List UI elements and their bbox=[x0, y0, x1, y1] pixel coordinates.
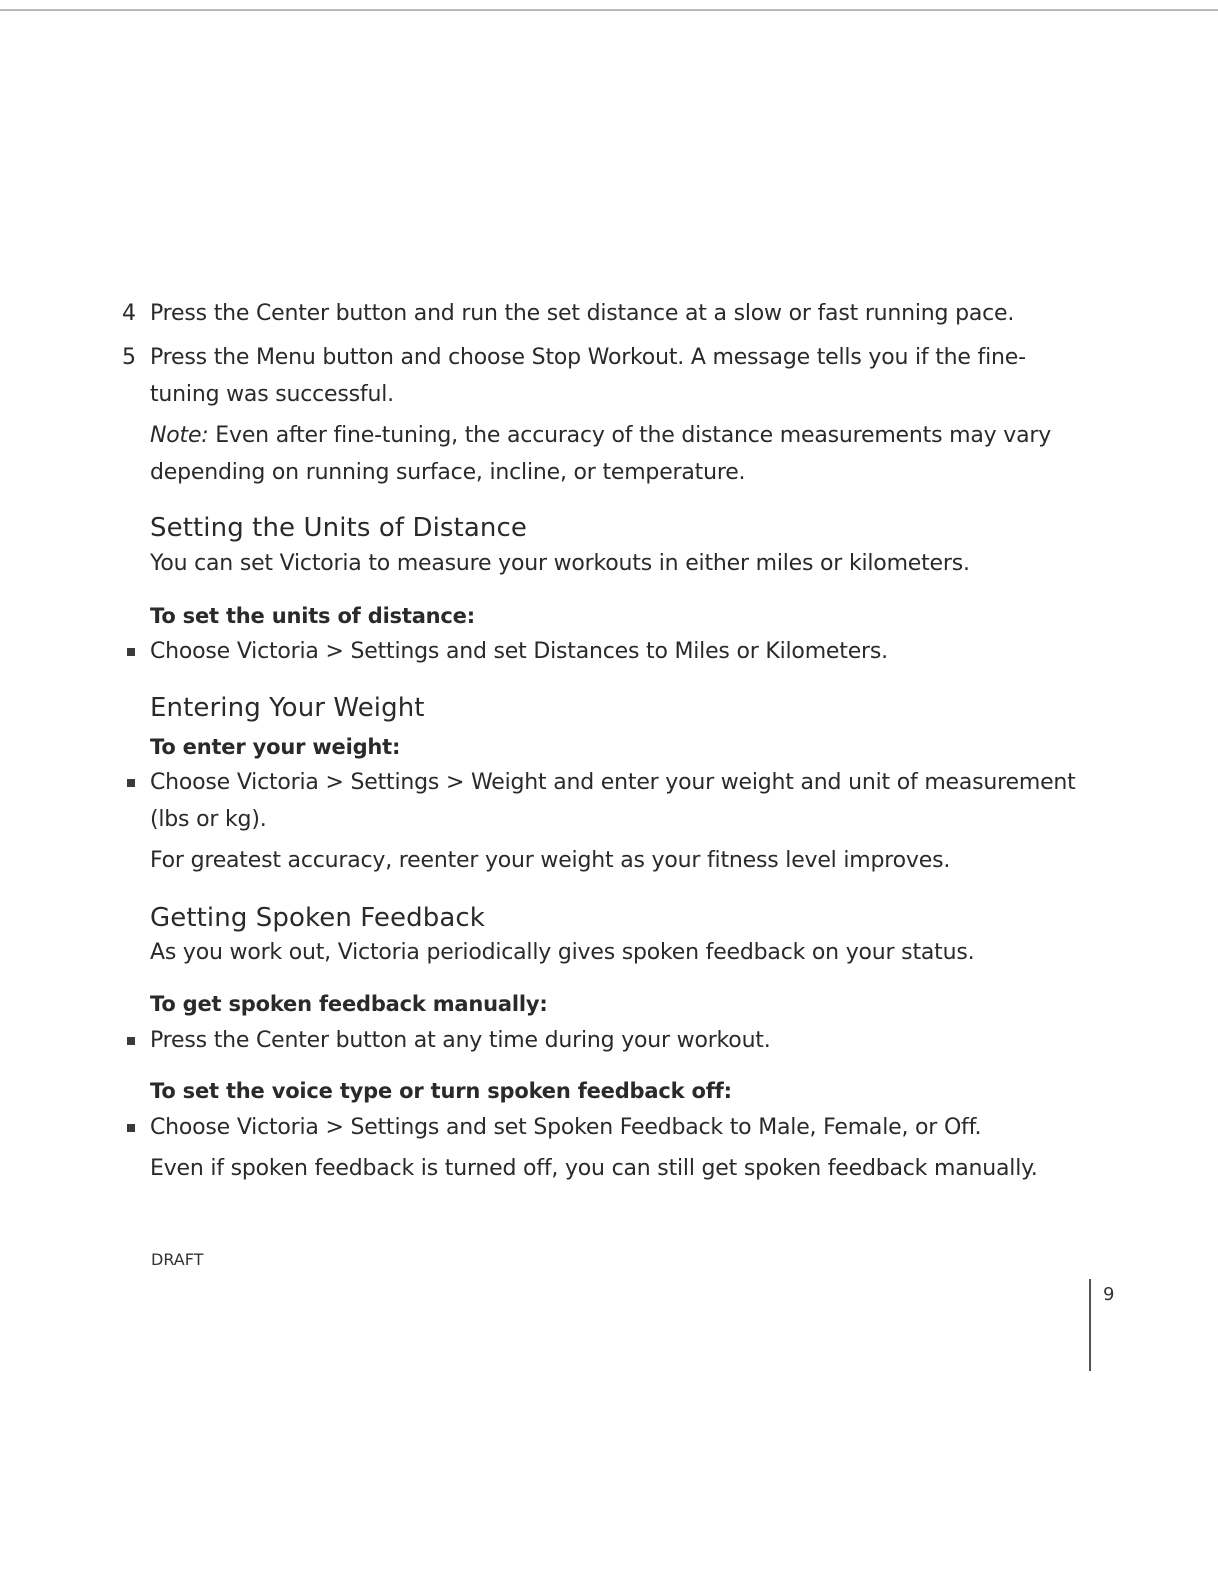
step-text: Press the Center button and run the set distance at a slow or fast running pace. bbox=[150, 301, 1015, 326]
step-number: 4 bbox=[122, 301, 136, 326]
section-heading-units: Setting the Units of Distance bbox=[150, 513, 527, 543]
bullet-icon bbox=[127, 648, 135, 656]
note-label: Note: bbox=[150, 423, 209, 448]
task-heading: To set the units of distance: bbox=[150, 604, 475, 628]
step-text: Press the Menu button and choose Stop Workout. A message tells you if the fine- bbox=[150, 345, 1026, 370]
bullet-icon bbox=[127, 779, 135, 787]
bullet-text: Choose Victoria > Settings > Weight and enter your weight and unit of measurement bbox=[150, 770, 1076, 795]
task-heading: To get spoken feedback manually: bbox=[150, 992, 548, 1016]
top-rule bbox=[0, 9, 1218, 11]
bullet-text: Choose Victoria > Settings and set Spoken Feedback to Male, Female, or Off. bbox=[150, 1115, 982, 1140]
section-heading-feedback: Getting Spoken Feedback bbox=[150, 903, 485, 933]
follow-up-text: For greatest accuracy, reenter your weight as your fitness level improves. bbox=[150, 848, 951, 873]
bullet-icon bbox=[127, 1037, 135, 1045]
note-line bbox=[150, 422, 1051, 450]
bullet-icon bbox=[127, 1124, 135, 1132]
bullet-text: (lbs or kg). bbox=[150, 807, 267, 832]
section-heading-weight: Entering Your Weight bbox=[150, 693, 425, 723]
section-intro: You can set Victoria to measure your workouts in either miles or kilometers. bbox=[150, 551, 970, 576]
step-number: 5 bbox=[122, 345, 136, 370]
note-line: depending on running surface, incline, or temperature. bbox=[150, 460, 746, 485]
follow-up-text: Even if spoken feedback is turned off, you can still get spoken feedback manually. bbox=[150, 1156, 1038, 1181]
bullet-text: Press the Center button at any time during your workout. bbox=[150, 1028, 771, 1053]
note-text: Even after fine-tuning, the accuracy of the distance measurements may vary bbox=[215, 423, 1052, 448]
task-heading: To enter your weight: bbox=[150, 735, 401, 759]
bullet-text: Choose Victoria > Settings and set Distances to Miles or Kilometers. bbox=[150, 639, 888, 664]
page-number: 9 bbox=[1103, 1284, 1115, 1305]
section-intro: As you work out, Victoria periodically gives spoken feedback on your status. bbox=[150, 940, 975, 965]
step-text: tuning was successful. bbox=[150, 382, 394, 407]
draft-label: DRAFT bbox=[151, 1250, 204, 1269]
page-number-rule bbox=[1089, 1279, 1091, 1371]
task-heading: To set the voice type or turn spoken feedback off: bbox=[150, 1079, 732, 1103]
